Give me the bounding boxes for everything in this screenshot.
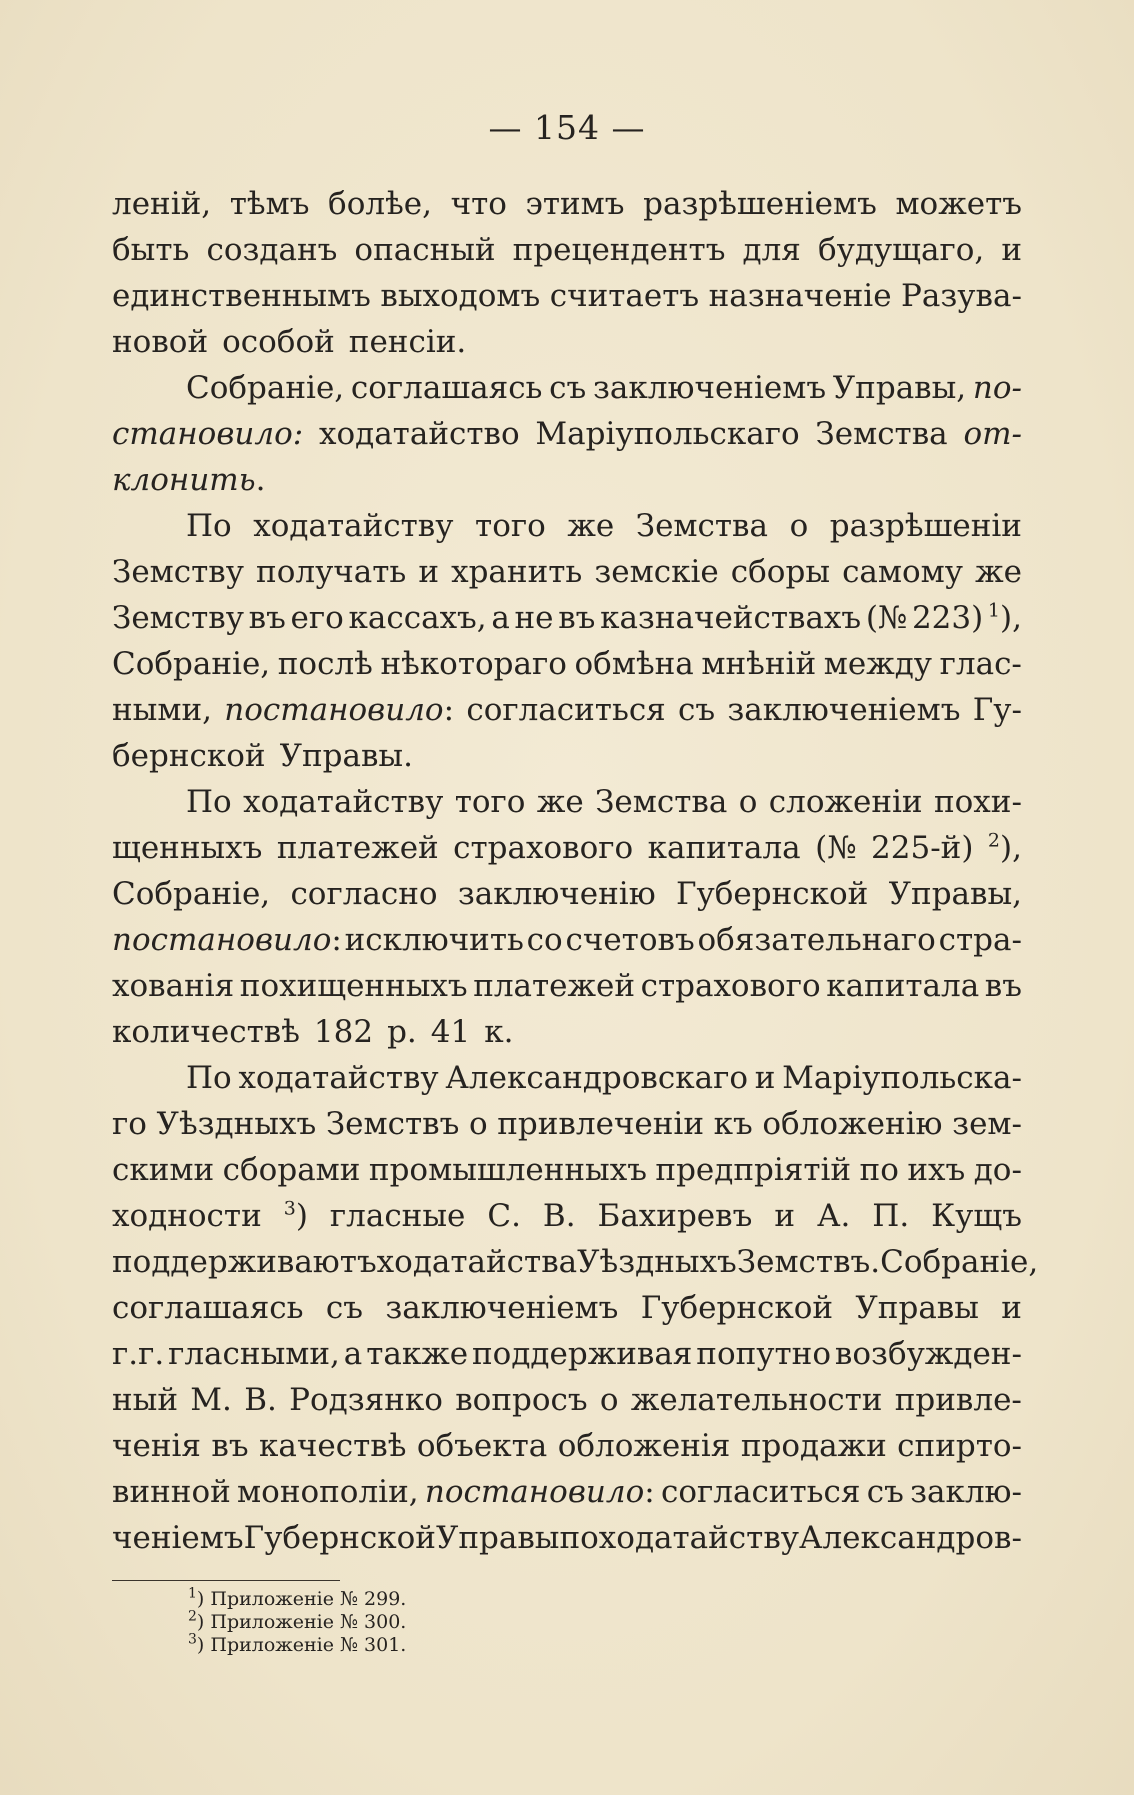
footnote xyxy=(188,1631,407,1657)
word: Кущъ xyxy=(931,1198,1022,1234)
word: обмѣна xyxy=(574,646,694,682)
text-line xyxy=(112,687,1022,733)
word: к. xyxy=(484,1014,514,1050)
word: послѣ xyxy=(277,646,373,682)
word: Собраніе, xyxy=(112,646,271,682)
word: привлеченіи xyxy=(497,1106,704,1142)
word: Управы xyxy=(855,1290,979,1326)
word: По xyxy=(186,1060,232,1096)
word: продажи xyxy=(740,1428,887,1464)
word: Собраніе, xyxy=(880,1244,1039,1280)
word: похи- xyxy=(933,784,1022,820)
word: его xyxy=(290,600,344,636)
word: тѣмъ xyxy=(229,186,310,222)
word: съ xyxy=(549,370,587,406)
word: попутно xyxy=(696,1336,831,1372)
word: Управы xyxy=(435,1520,560,1556)
word: счетовъ xyxy=(565,922,695,958)
word: Земства xyxy=(815,416,948,452)
word: заклю- xyxy=(910,1474,1022,1510)
word: а xyxy=(491,600,510,636)
word: согласиться xyxy=(466,692,666,728)
word: ходатайства xyxy=(376,1244,578,1280)
word: Собраніе, xyxy=(112,876,271,912)
word: М. xyxy=(190,1382,232,1418)
word: и xyxy=(1001,1290,1022,1326)
word: и xyxy=(418,554,440,590)
word: возбужден- xyxy=(834,1336,1022,1372)
footnote-marker: 2 xyxy=(987,829,1000,852)
word: ченія xyxy=(112,1428,201,1464)
word: постановило: xyxy=(112,922,342,958)
word: Бахиревъ xyxy=(597,1198,753,1234)
word: же xyxy=(567,508,615,544)
word: го xyxy=(112,1106,147,1142)
footnote-marker: 3 xyxy=(283,1197,296,1220)
text-line xyxy=(112,319,1022,365)
word: качествѣ xyxy=(259,1428,407,1464)
text-line xyxy=(112,549,1022,595)
word: платежей xyxy=(276,830,439,866)
word: не xyxy=(514,600,554,636)
word: прецендентъ xyxy=(512,232,726,268)
text-line xyxy=(112,273,1022,319)
word: заключеніемъ xyxy=(385,1290,619,1326)
word: Родзянко xyxy=(289,1382,443,1418)
footnote-rule xyxy=(112,1580,340,1581)
word: земскіе xyxy=(594,554,719,590)
word: ходатайству xyxy=(243,784,444,820)
word: Маріупольска- xyxy=(782,1060,1022,1096)
footnote-number: 3 xyxy=(188,1631,197,1648)
word: обложенія xyxy=(557,1428,731,1464)
word: 223) xyxy=(911,600,984,636)
word: пенсіи. xyxy=(348,324,467,360)
word: между xyxy=(823,646,933,682)
word: Управы, xyxy=(832,370,967,406)
word: бернской xyxy=(112,738,266,774)
word: ходности xyxy=(112,1198,262,1234)
word: страхового xyxy=(453,830,634,866)
word: Управы, xyxy=(888,876,1022,912)
word: постановило: xyxy=(224,692,455,728)
word: заключенію xyxy=(457,876,656,912)
text-line xyxy=(112,871,1022,917)
word: что xyxy=(450,186,507,222)
word: со xyxy=(526,922,563,958)
word: казначействахъ xyxy=(600,600,862,636)
word: также xyxy=(366,1336,469,1372)
footnote-number: 2 xyxy=(188,1608,197,1625)
word: Александров- xyxy=(799,1520,1022,1556)
word: разрѣшеніемъ xyxy=(643,186,877,222)
word: (№ xyxy=(865,600,908,636)
text-line xyxy=(112,1377,1022,1423)
word: будущаго, xyxy=(817,232,985,268)
footnote-text: ) Приложеніе № 300. xyxy=(196,1611,407,1633)
footnote-text: ) Приложеніе № 299. xyxy=(196,1588,407,1610)
text-line xyxy=(112,1101,1022,1147)
word: $^2$), xyxy=(987,829,1022,866)
word: исключить xyxy=(344,922,524,958)
word: желательности xyxy=(630,1382,883,1418)
word: Александровскаго xyxy=(445,1060,748,1096)
word: для xyxy=(742,232,801,268)
word: $^1$), xyxy=(987,599,1022,636)
word: монополіи, xyxy=(237,1474,419,1510)
word: платежей xyxy=(473,968,636,1004)
word: Земствъ. xyxy=(736,1244,881,1280)
text-line xyxy=(112,641,1022,687)
word: Собраніе, xyxy=(186,370,345,406)
word: выходомъ xyxy=(380,278,541,314)
word: ный xyxy=(112,1382,178,1418)
text-line xyxy=(112,963,1022,1009)
word: гласными, xyxy=(168,1336,340,1372)
text-line xyxy=(112,227,1022,273)
word: Маріупольскаго xyxy=(535,416,800,452)
word: от- xyxy=(963,416,1022,452)
text-line xyxy=(112,917,1022,963)
word: мнѣній xyxy=(701,646,817,682)
word: привле- xyxy=(894,1382,1022,1418)
word: В. xyxy=(542,1198,576,1234)
text-line xyxy=(112,181,1022,227)
word: спирто- xyxy=(897,1428,1022,1464)
word: ходатайству xyxy=(253,508,454,544)
page-number: — 154 — xyxy=(488,108,646,147)
word: по- xyxy=(972,370,1022,406)
word: о xyxy=(789,508,809,544)
word: можетъ xyxy=(895,186,1022,222)
word: считаетъ xyxy=(549,278,700,314)
word: въ xyxy=(984,968,1022,1004)
text-line xyxy=(112,1515,1022,1561)
word: новой xyxy=(112,324,209,360)
word: количествѣ xyxy=(112,1014,300,1050)
word: 225-й) xyxy=(871,830,974,866)
word: 182 xyxy=(313,1014,374,1050)
text-line xyxy=(112,825,1022,871)
word: съ xyxy=(325,1290,363,1326)
text-line xyxy=(112,595,1022,641)
word: хованія xyxy=(112,968,235,1004)
text-line xyxy=(112,411,1022,457)
word: въ xyxy=(248,600,286,636)
word: согласно xyxy=(290,876,438,912)
word: В. xyxy=(244,1382,277,1418)
word: въ xyxy=(211,1428,249,1464)
footnotes xyxy=(188,1585,407,1657)
word: соглашаясь xyxy=(350,370,543,406)
word: особой xyxy=(222,324,335,360)
word: быть xyxy=(112,232,190,268)
text-line xyxy=(112,779,1022,825)
word: Земствъ xyxy=(325,1106,460,1142)
word: же xyxy=(975,554,1022,590)
word: ными, xyxy=(112,692,212,728)
text-line xyxy=(112,1469,1022,1515)
word: поддерживая xyxy=(472,1336,693,1372)
word: назначеніе xyxy=(708,278,892,314)
word: капитала xyxy=(647,830,801,866)
word: сборы xyxy=(730,554,830,590)
word: леній, xyxy=(112,186,212,222)
word: хранить xyxy=(451,554,583,590)
word: П. xyxy=(872,1198,910,1234)
word: сборами xyxy=(222,1152,361,1188)
word: о xyxy=(599,1382,619,1418)
footnote xyxy=(188,1608,407,1634)
text-line xyxy=(112,1193,1022,1239)
word: обложенію xyxy=(762,1106,943,1142)
word: По xyxy=(186,784,232,820)
word: С. xyxy=(487,1198,521,1234)
word: страхового xyxy=(640,968,821,1004)
word: заключеніемъ xyxy=(727,692,961,728)
text-line xyxy=(112,457,1022,503)
word: и xyxy=(754,1060,776,1096)
word: Земства xyxy=(635,508,768,544)
word: по xyxy=(559,1520,599,1556)
word: того xyxy=(475,508,546,544)
word: соглашаясь xyxy=(112,1290,304,1326)
word: и xyxy=(774,1198,795,1234)
word: г.г. xyxy=(112,1336,165,1372)
word: стра- xyxy=(938,922,1022,958)
word: ихъ xyxy=(907,1152,966,1188)
word: Уѣздныхъ xyxy=(156,1106,317,1142)
word: получать xyxy=(256,554,407,590)
footnote-number: 1 xyxy=(188,1585,197,1602)
word: въ xyxy=(558,600,596,636)
word: капитала xyxy=(826,968,980,1004)
word: объекта xyxy=(416,1428,548,1464)
word: согласиться xyxy=(661,1474,861,1510)
word: похищенныхъ xyxy=(239,968,468,1004)
word: до- xyxy=(973,1152,1022,1188)
footnote-marker: 1 xyxy=(987,599,1000,622)
word: Губернской xyxy=(640,1290,834,1326)
body-text xyxy=(112,181,1039,1561)
word: единственнымъ xyxy=(112,278,371,314)
word: По xyxy=(186,508,232,544)
word: Уѣздныхъ xyxy=(577,1244,737,1280)
footnote-text: ) Приложеніе № 301. xyxy=(196,1634,407,1656)
word: постановило: xyxy=(424,1474,655,1510)
word: Земства xyxy=(595,784,728,820)
word: а xyxy=(343,1336,363,1372)
text-line xyxy=(112,1423,1022,1469)
word: съ xyxy=(866,1474,904,1510)
text-line xyxy=(112,1009,1022,1055)
word: 41 xyxy=(430,1014,471,1050)
word: этимъ xyxy=(525,186,625,222)
text-line xyxy=(112,1285,1022,1331)
word: Земству xyxy=(112,600,244,636)
word: ходатайство xyxy=(318,416,520,452)
word: щенныхъ xyxy=(112,830,263,866)
word: къ xyxy=(713,1106,753,1142)
word: по xyxy=(859,1152,899,1188)
word: о xyxy=(738,784,758,820)
word: того xyxy=(454,784,526,820)
footnote xyxy=(188,1585,407,1611)
text-line xyxy=(112,1331,1022,1377)
word: Гу- xyxy=(972,692,1022,728)
word: ходатайству xyxy=(238,1060,439,1096)
word: и xyxy=(1001,232,1022,268)
text-line xyxy=(112,1239,1039,1285)
word: сложеніи xyxy=(768,784,923,820)
word: скими xyxy=(112,1152,215,1188)
word: А. xyxy=(816,1198,851,1234)
word: Губернской xyxy=(676,876,869,912)
word: становило: xyxy=(112,416,304,452)
word: (№ xyxy=(815,830,857,866)
word: р. xyxy=(387,1014,417,1050)
word: нѣкотораго xyxy=(380,646,567,682)
word: глас- xyxy=(939,646,1022,682)
word: Разува- xyxy=(901,278,1022,314)
word: промышленныхъ xyxy=(368,1152,647,1188)
word: обязательнаго xyxy=(697,922,936,958)
word: о xyxy=(468,1106,488,1142)
word: гласные xyxy=(329,1198,466,1234)
word: Управы. xyxy=(279,738,413,774)
word: поддерживаютъ xyxy=(112,1244,377,1280)
text-line xyxy=(112,733,1022,779)
word: опасный xyxy=(354,232,496,268)
word: ходатайству xyxy=(598,1520,800,1556)
text-line xyxy=(112,503,1022,549)
word: разрѣшеніи xyxy=(829,508,1022,544)
text-line xyxy=(112,1147,1022,1193)
word: $^3$) xyxy=(283,1197,308,1234)
word: заключеніемъ xyxy=(593,370,827,406)
word: Губернской xyxy=(243,1520,436,1556)
text-line xyxy=(112,365,1022,411)
word: предпріятій xyxy=(655,1152,852,1188)
word: клонить. xyxy=(112,462,266,498)
word: ченіемъ xyxy=(112,1520,244,1556)
word: же xyxy=(536,784,584,820)
text-line xyxy=(112,1055,1022,1101)
word: зем- xyxy=(952,1106,1022,1142)
word: вопросъ xyxy=(455,1382,588,1418)
word: самому xyxy=(842,554,964,590)
word: Земству xyxy=(112,554,244,590)
word: винной xyxy=(112,1474,231,1510)
word: кассахъ, xyxy=(348,600,487,636)
word: созданъ xyxy=(206,232,338,268)
word: съ xyxy=(678,692,716,728)
word: болѣе, xyxy=(328,186,432,222)
